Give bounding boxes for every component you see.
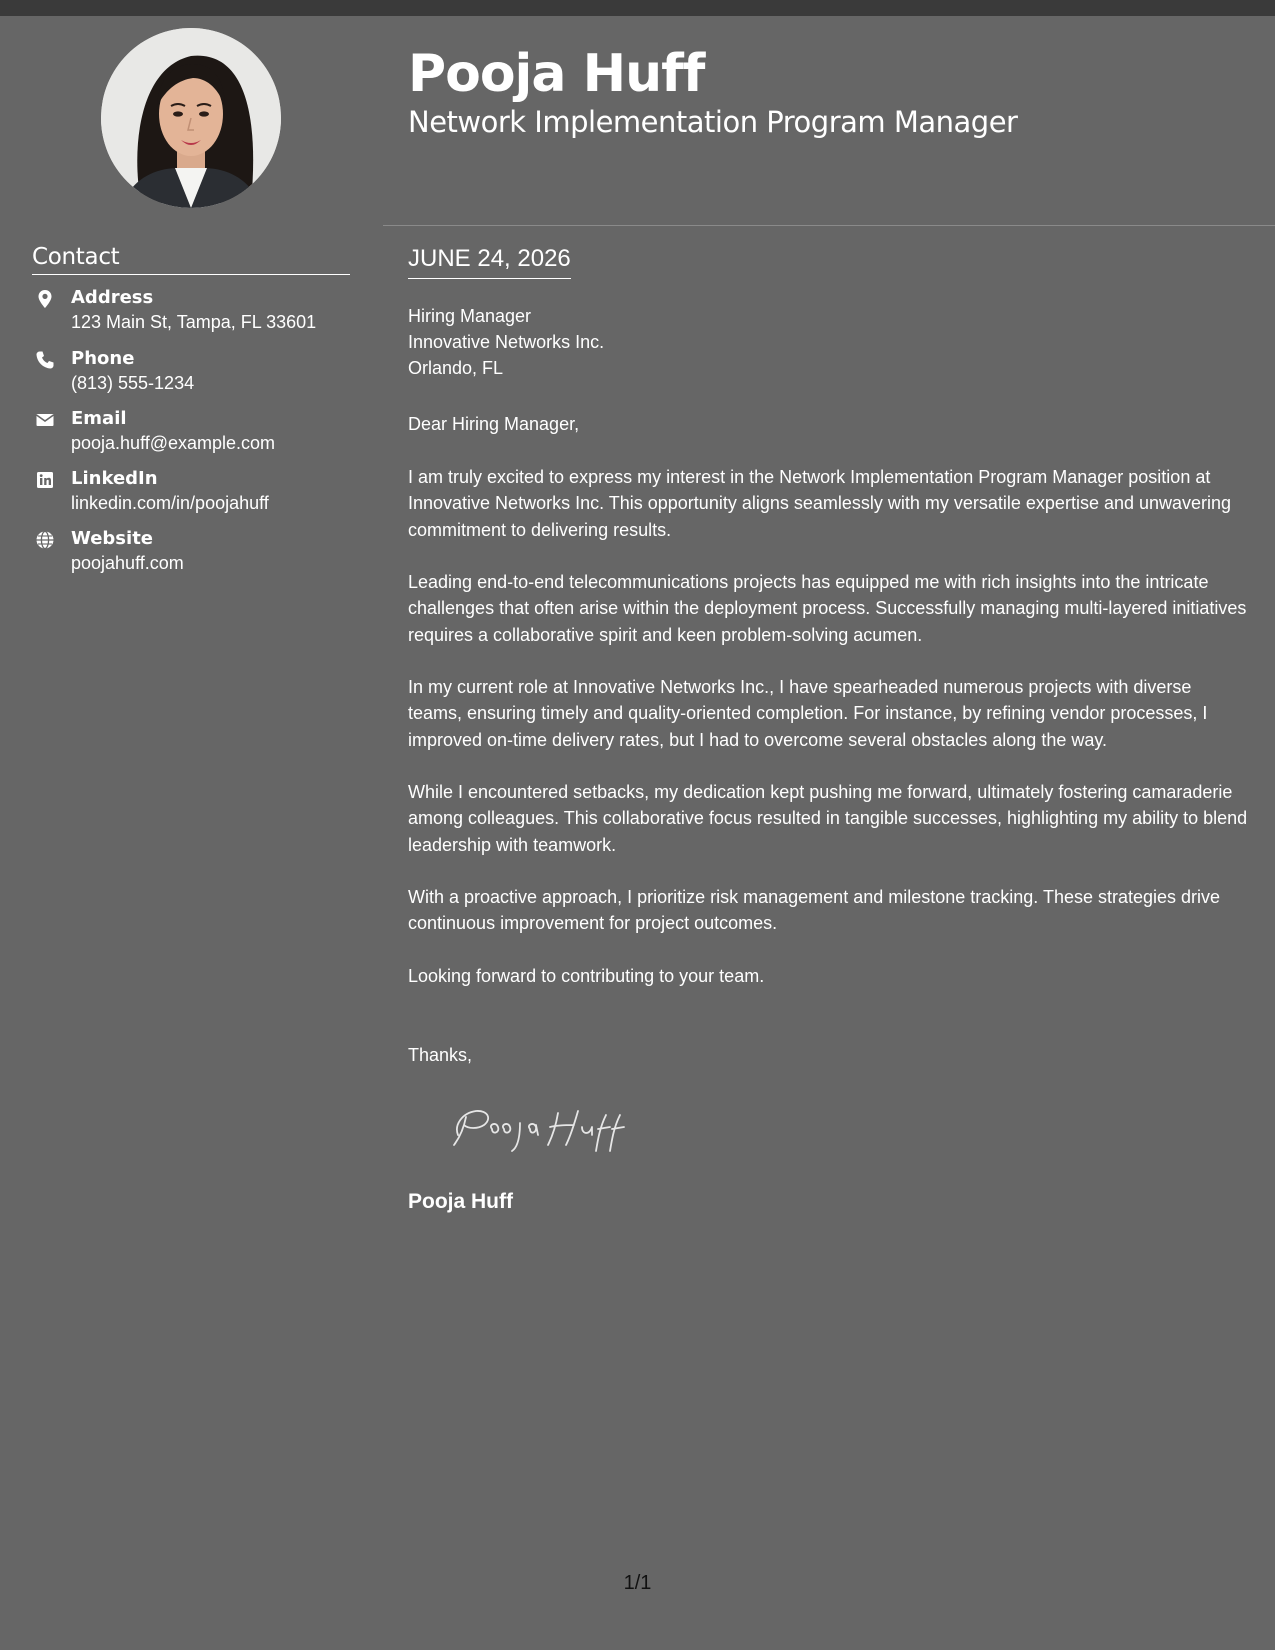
contact-value: (813) 555-1234 — [71, 373, 195, 393]
closing: Thanks, — [408, 1045, 473, 1065]
top-bar — [0, 0, 1275, 16]
contact-label: Phone — [71, 348, 135, 369]
signer-name: Pooja Huff — [408, 1190, 513, 1213]
salutation: Dear Hiring Manager, — [408, 414, 580, 434]
signature — [440, 1095, 640, 1155]
contact-label: Email — [71, 408, 127, 429]
applicant-role: Network Implementation Program Manager — [408, 105, 1018, 139]
phone-icon — [35, 350, 55, 370]
letter-paragraph: Leading end-to-end telecommunications projects has equipped me with rich insights into the intricate challenges that often arise within the deployment process. Successfully managing multi-layered initiatives requires a collaborative spirit and keen problem-solving acumen. — [408, 572, 1247, 645]
contact-label: Address — [71, 287, 154, 308]
letter-paragraph: Looking forward to contributing to your team. — [408, 966, 765, 986]
globe-icon — [35, 530, 55, 550]
recipient-line: Orlando, FL — [408, 358, 504, 378]
avatar — [101, 28, 281, 208]
letter-date: JUNE 24, 2026 — [408, 243, 571, 279]
contact-label: LinkedIn — [71, 468, 158, 489]
recipient-block — [408, 303, 604, 381]
page-number: 1/1 — [623, 1572, 652, 1594]
contact-value: pooja.huff@example.com — [71, 433, 276, 453]
recipient-line: Hiring Manager — [408, 306, 532, 326]
letter-paragraph: In my current role at Innovative Networks Inc., I have spearheaded numerous projects with diverse teams, ensuring timely and quality-oriented completion. For instance, by refining vendor processes, I improved on-time delivery rates, but I had to overcome several obstacles along the way. — [408, 677, 1208, 750]
location-pin-icon — [35, 289, 55, 309]
contact-value: 123 Main St, Tampa, FL 33601 — [71, 312, 317, 332]
recipient-line: Innovative Networks Inc. — [408, 332, 605, 352]
linkedin-icon — [35, 470, 55, 490]
contact-heading: Contact — [32, 242, 350, 275]
envelope-icon — [35, 410, 55, 430]
letter-paragraph: While I encountered setbacks, my dedication kept pushing me forward, ultimately fostering camaraderie among colleagues. This collaborative focus resulted in tangible successes, highlighting my ability to blend leadership with teamwork. — [408, 782, 1248, 855]
header-divider — [383, 225, 1275, 226]
sidebar — [0, 16, 383, 1650]
letter-paragraph: With a proactive approach, I prioritize risk management and milestone tracking. These strategies drive continuous improvement for project outcomes. — [408, 887, 1221, 934]
contact-value: linkedin.com/in/poojahuff — [71, 493, 269, 513]
contact-label: Website — [71, 528, 154, 549]
letter-paragraph: I am truly excited to express my interest in the Network Implementation Program Manager position at Innovative Networks Inc. This opportunity aligns seamlessly with my versatile expertise and unwavering commitment to delivering results. — [408, 467, 1232, 540]
applicant-name: Pooja Huff — [408, 44, 705, 104]
contact-value: poojahuff.com — [71, 553, 184, 573]
